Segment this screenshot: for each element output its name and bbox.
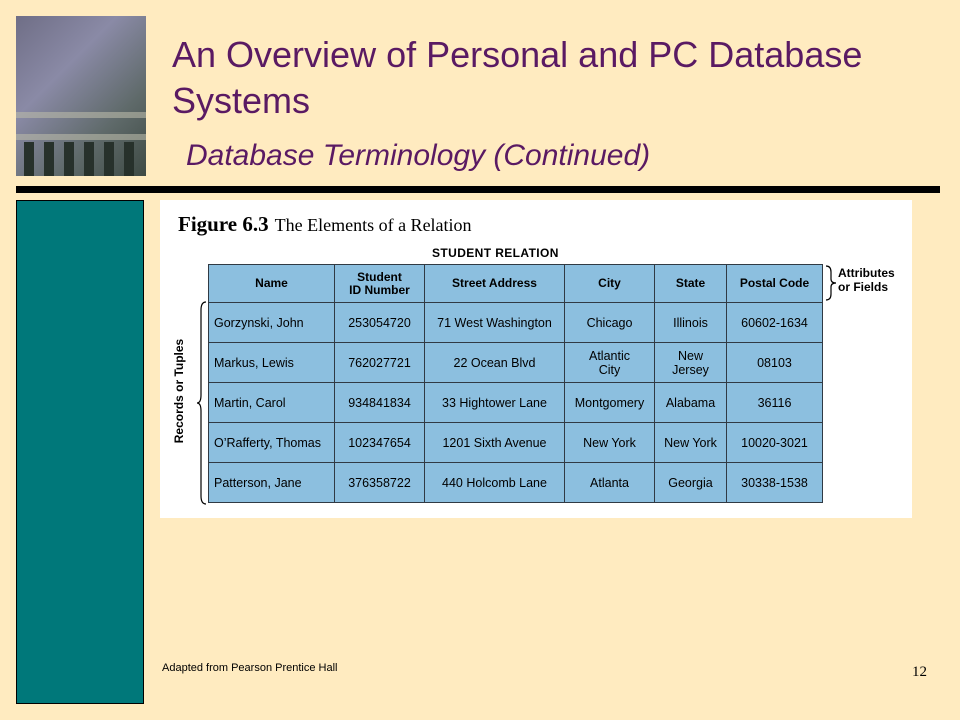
page-number: 12 [912,664,927,680]
title-divider [16,186,940,193]
header-student-id [335,265,425,303]
cell-city-line1: Chicago [586,315,633,330]
cell-id: 376358722 [335,463,425,503]
cell-city [565,343,655,383]
decorative-photo [16,16,146,176]
attributes-brace-icon [824,264,838,302]
header-student-id-line1: Student [357,269,402,284]
cell-state [655,423,727,463]
figure-panel [160,200,912,518]
cell-id: 934841834 [335,383,425,423]
side-bar [16,200,144,704]
cell-city-line1: Atlantic [589,348,630,363]
cell-state [655,463,727,503]
table-row [209,423,823,463]
attributes-label-line1: Attributes [838,266,895,280]
slide-subtitle: Database Terminology (Continued) [186,139,651,172]
cell-city-line2: City [598,362,621,377]
table-row [209,343,823,383]
cell-street: 440 Holcomb Lane [425,463,565,503]
cell-city-line1: New York [583,435,636,450]
cell-street: 1201 Sixth Avenue [425,423,565,463]
cell-city [565,423,655,463]
cell-state-line1: Alabama [665,395,716,410]
relation-title: STUDENT RELATION [432,246,559,260]
header-street-address: Street Address [425,265,565,303]
cell-state-line2: Jersey [672,362,709,377]
header-state: State [655,265,727,303]
cell-postal: 36116 [727,383,823,423]
cell-street: 33 Hightower Lane [425,383,565,423]
footer-credit: Adapted from Pearson Prentice Hall [162,662,338,674]
cell-state-line1: New York [664,435,717,450]
records-brace-icon [196,300,208,506]
cell-name: Patterson, Jane [209,463,335,503]
cell-name: O’Rafferty, Thomas [209,423,335,463]
header-city: City [565,265,655,303]
cell-state [655,343,727,383]
table-header-row [209,265,823,303]
records-label: Records or Tuples [172,338,186,444]
cell-city [565,383,655,423]
cell-postal: 10020-3021 [727,423,823,463]
figure-caption [178,212,472,237]
cell-state [655,383,727,423]
cell-postal: 30338-1538 [727,463,823,503]
cell-id: 762027721 [335,343,425,383]
header-postal-code: Postal Code [727,265,823,303]
figure-number: Figure 6.3 [178,212,269,236]
cell-city-line1: Montgomery [574,395,645,410]
cell-street: 22 Ocean Blvd [425,343,565,383]
cell-postal: 08103 [727,343,823,383]
cell-state-line1: Georgia [668,475,713,490]
table-row [209,463,823,503]
cell-name: Martin, Carol [209,383,335,423]
header-student-id-line2: ID Number [349,282,410,297]
cell-id: 102347654 [335,423,425,463]
table-row [209,383,823,423]
cell-city [565,463,655,503]
cell-postal: 60602-1634 [727,303,823,343]
cell-id: 253054720 [335,303,425,343]
header-name: Name [209,265,335,303]
cell-name: Markus, Lewis [209,343,335,383]
cell-name: Gorzynski, John [209,303,335,343]
table-row [209,303,823,343]
cell-city [565,303,655,343]
cell-state [655,303,727,343]
cell-street: 71 West Washington [425,303,565,343]
slide-title: An Overview of Personal and PC Database Systems [172,34,863,121]
cell-state-line1: New [677,348,703,363]
cell-city-line1: Atlanta [590,475,629,490]
attributes-label [838,266,895,294]
cell-state-line1: Illinois [673,315,708,330]
student-relation-table [208,264,823,503]
figure-caption-text: The Elements of a Relation [274,215,472,235]
attributes-label-line2: or Fields [838,280,889,294]
